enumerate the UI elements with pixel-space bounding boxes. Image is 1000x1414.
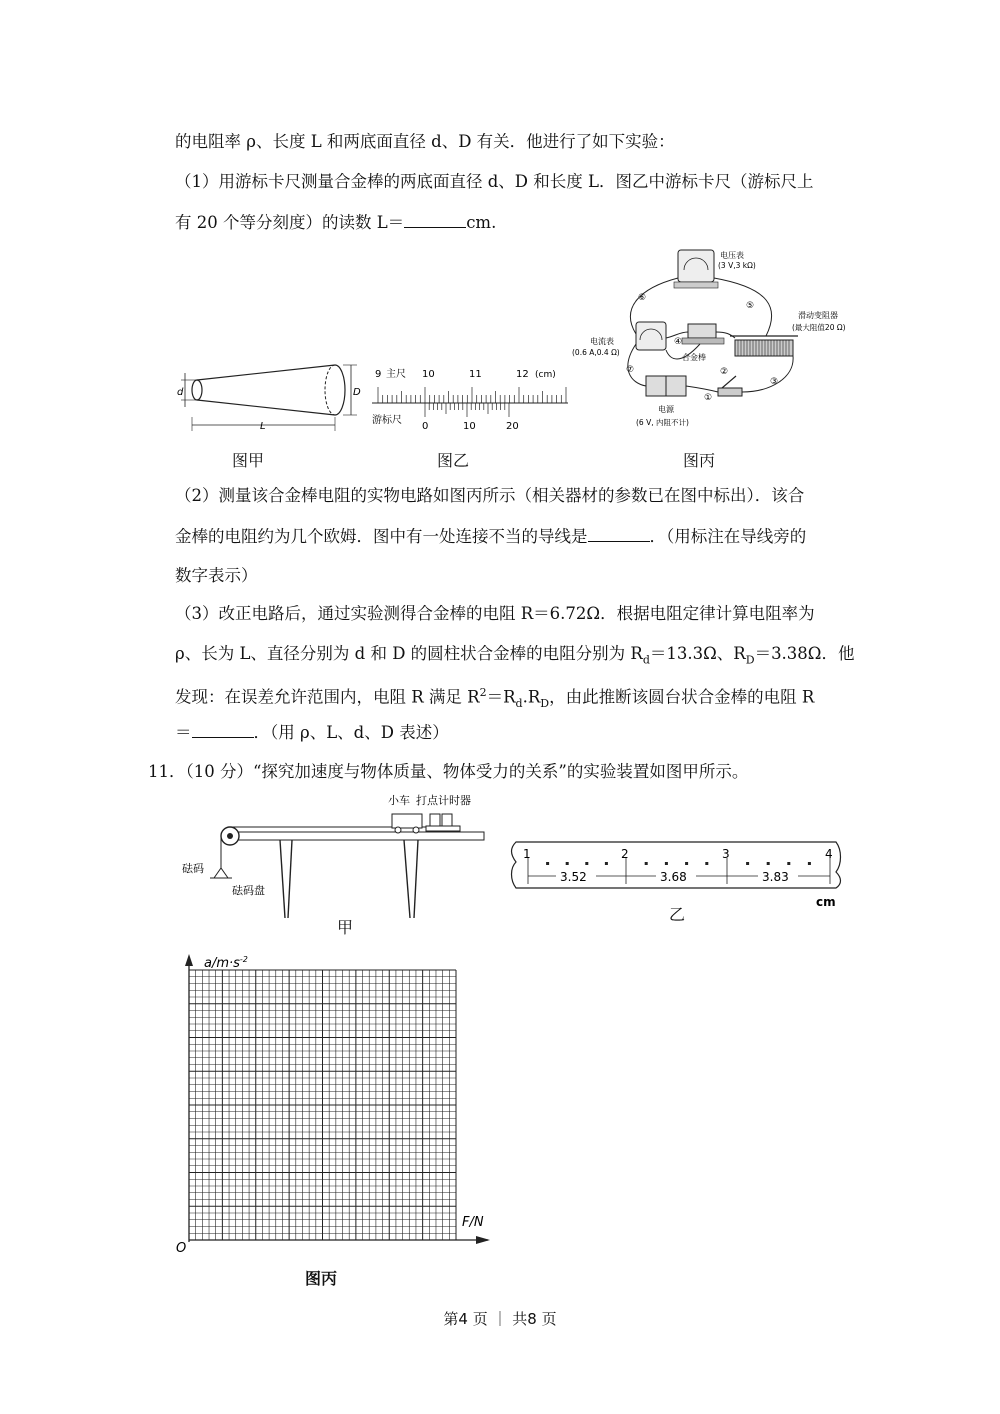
caption-bing-1: 图丙 bbox=[683, 451, 716, 470]
y-axis-label: $a/m\cdot s^{-2}$ bbox=[204, 955, 248, 971]
rod-label: 合金棒 bbox=[682, 353, 706, 362]
question-part-1-line-a: （1）用游标卡尺测量合金棒的两底面直径 d、D 和长度 L．图乙中游标卡尺（游标尺上 bbox=[175, 172, 814, 191]
answer-blank-wire[interactable] bbox=[588, 525, 650, 542]
caption-yi-2: 乙 bbox=[669, 905, 686, 924]
source-label: 电源 bbox=[658, 405, 674, 414]
tape-dot bbox=[645, 862, 648, 865]
answer-blank-R[interactable] bbox=[192, 721, 254, 738]
source-spec: (6 V, 内阻不计) bbox=[636, 418, 689, 427]
tape-dot bbox=[566, 862, 569, 865]
main-num-12: 12 bbox=[516, 369, 529, 380]
ammeter-spec: (0.6 A,0.4 Ω) bbox=[572, 348, 620, 357]
pan-label: 砝码盘 bbox=[232, 884, 265, 897]
x-axis-label: F/N bbox=[462, 1215, 484, 1230]
question-part-2-line-b: 金棒的电阻约为几个欧姆．图中有一处连接不当的导线是 ．（用标注在导线旁的 bbox=[175, 527, 807, 546]
vernier-num-10: 10 bbox=[463, 421, 476, 432]
unit-cm: (cm) bbox=[535, 370, 556, 380]
label-L: L bbox=[260, 421, 266, 432]
figure-vernier-yi bbox=[370, 365, 570, 435]
y-axis-arrow-icon bbox=[185, 954, 193, 966]
figure-apparatus-jia bbox=[178, 790, 488, 920]
wire-2: ② bbox=[720, 367, 729, 377]
voltmeter-label: 电压表 bbox=[720, 251, 744, 260]
tape-distance-2: 3.68 bbox=[660, 870, 687, 884]
wire-6: ⑥ bbox=[638, 293, 647, 303]
tape-dot bbox=[605, 862, 608, 865]
wire-7: ⑦ bbox=[626, 365, 635, 375]
wire-4: ④ bbox=[674, 337, 683, 347]
voltmeter-spec: (3 V,3 kΩ) bbox=[718, 261, 756, 270]
main-scale-label: 主尺 bbox=[386, 369, 406, 380]
tape-dot bbox=[685, 862, 688, 865]
graph-paper-bing bbox=[170, 950, 500, 1255]
vernier-num-0: 0 bbox=[422, 421, 429, 432]
tape-point-2: 2 bbox=[621, 847, 629, 861]
question-part-3-line-c: 发现：在误差允许范围内，电阻 R 满足 $R^2=R_d.R_D$，由此推断该圆台状合金棒的电阻 R bbox=[175, 686, 815, 710]
main-num-10: 10 bbox=[422, 369, 435, 380]
label-D: D bbox=[353, 387, 361, 398]
question-part-3-line-d: ＝ ．（用 ρ、L、d、D 表述） bbox=[175, 723, 449, 742]
caption-bing-2: 图丙 bbox=[305, 1269, 338, 1288]
tape-distance-3: 3.83 bbox=[762, 870, 789, 884]
tape-point-3: 3 bbox=[722, 847, 730, 861]
cart-label: 小车 bbox=[388, 794, 410, 807]
tape-distance-1: 3.52 bbox=[560, 870, 587, 884]
tape-dot bbox=[546, 862, 549, 865]
tape-unit: cm bbox=[816, 895, 836, 909]
question-part-1-line-b: 有 20 个等分刻度）的读数 L＝ cm. bbox=[175, 213, 497, 232]
rheostat-label: 滑动变阻器 bbox=[798, 311, 838, 320]
figure-circuit-bing bbox=[570, 248, 846, 438]
text-line-1: 的电阻率 ρ、长度 L 和两底面直径 d、D 有关．他进行了如下实验： bbox=[175, 132, 675, 151]
tape-dot bbox=[808, 862, 811, 865]
vernier-num-20: 20 bbox=[506, 421, 519, 432]
vernier-scale-label: 游标尺 bbox=[372, 415, 402, 426]
tape-point-4: 4 bbox=[825, 847, 833, 861]
weight-label: 砝码 bbox=[182, 862, 204, 875]
answer-blank-L[interactable] bbox=[404, 211, 466, 228]
ammeter-label: 电流表 bbox=[590, 337, 614, 346]
tape-dot bbox=[767, 862, 770, 865]
page-footer: 第4 页 ｜ 共8 页 bbox=[443, 1310, 557, 1328]
main-num-9: 9 bbox=[375, 369, 382, 380]
question-part-2-line-c: 数字表示） bbox=[175, 566, 258, 585]
tape-dot bbox=[585, 862, 588, 865]
tape-dot bbox=[705, 862, 708, 865]
question-part-2-line-a: （2）测量该合金棒电阻的实物电路如图丙所示（相关器材的参数已在图中标出）．该合 bbox=[175, 486, 805, 505]
question-part-3-line-a: （3）改正电路后，通过实验测得合金棒的电阻 R＝6.72Ω．根据电阻定律计算电阻率为 bbox=[175, 604, 815, 623]
caption-yi-1: 图乙 bbox=[437, 451, 470, 470]
caption-jia-2: 甲 bbox=[337, 918, 354, 937]
timer-label: 打点计时器 bbox=[416, 794, 471, 807]
tape-dot bbox=[746, 862, 749, 865]
main-num-11: 11 bbox=[469, 369, 482, 380]
origin-label: O bbox=[176, 1241, 187, 1256]
tape-point-1: 1 bbox=[523, 847, 531, 861]
question-11: 11．（10 分）“探究加速度与物体质量、物体受力的关系”的实验装置如图甲所示。 bbox=[148, 762, 749, 781]
wire-1: ① bbox=[704, 393, 713, 403]
wire-5: ⑤ bbox=[746, 301, 755, 311]
x-axis-arrow-icon bbox=[476, 1236, 490, 1244]
tape-dot bbox=[787, 862, 790, 865]
tape-dot bbox=[665, 862, 668, 865]
caption-jia-1: 图甲 bbox=[232, 451, 265, 470]
rheostat-spec: (最大阻值20 Ω) bbox=[792, 323, 846, 332]
wire-3: ③ bbox=[770, 377, 779, 387]
question-part-3-line-b: ρ、长为 L、直径分别为 d 和 D 的圆柱状合金棒的电阻分别为 $R_d=13.3\Omega$、$R_D=3.38\Omega$．他 bbox=[175, 644, 855, 667]
figure-frustum-jia bbox=[175, 355, 365, 435]
label-d: d bbox=[177, 387, 184, 398]
